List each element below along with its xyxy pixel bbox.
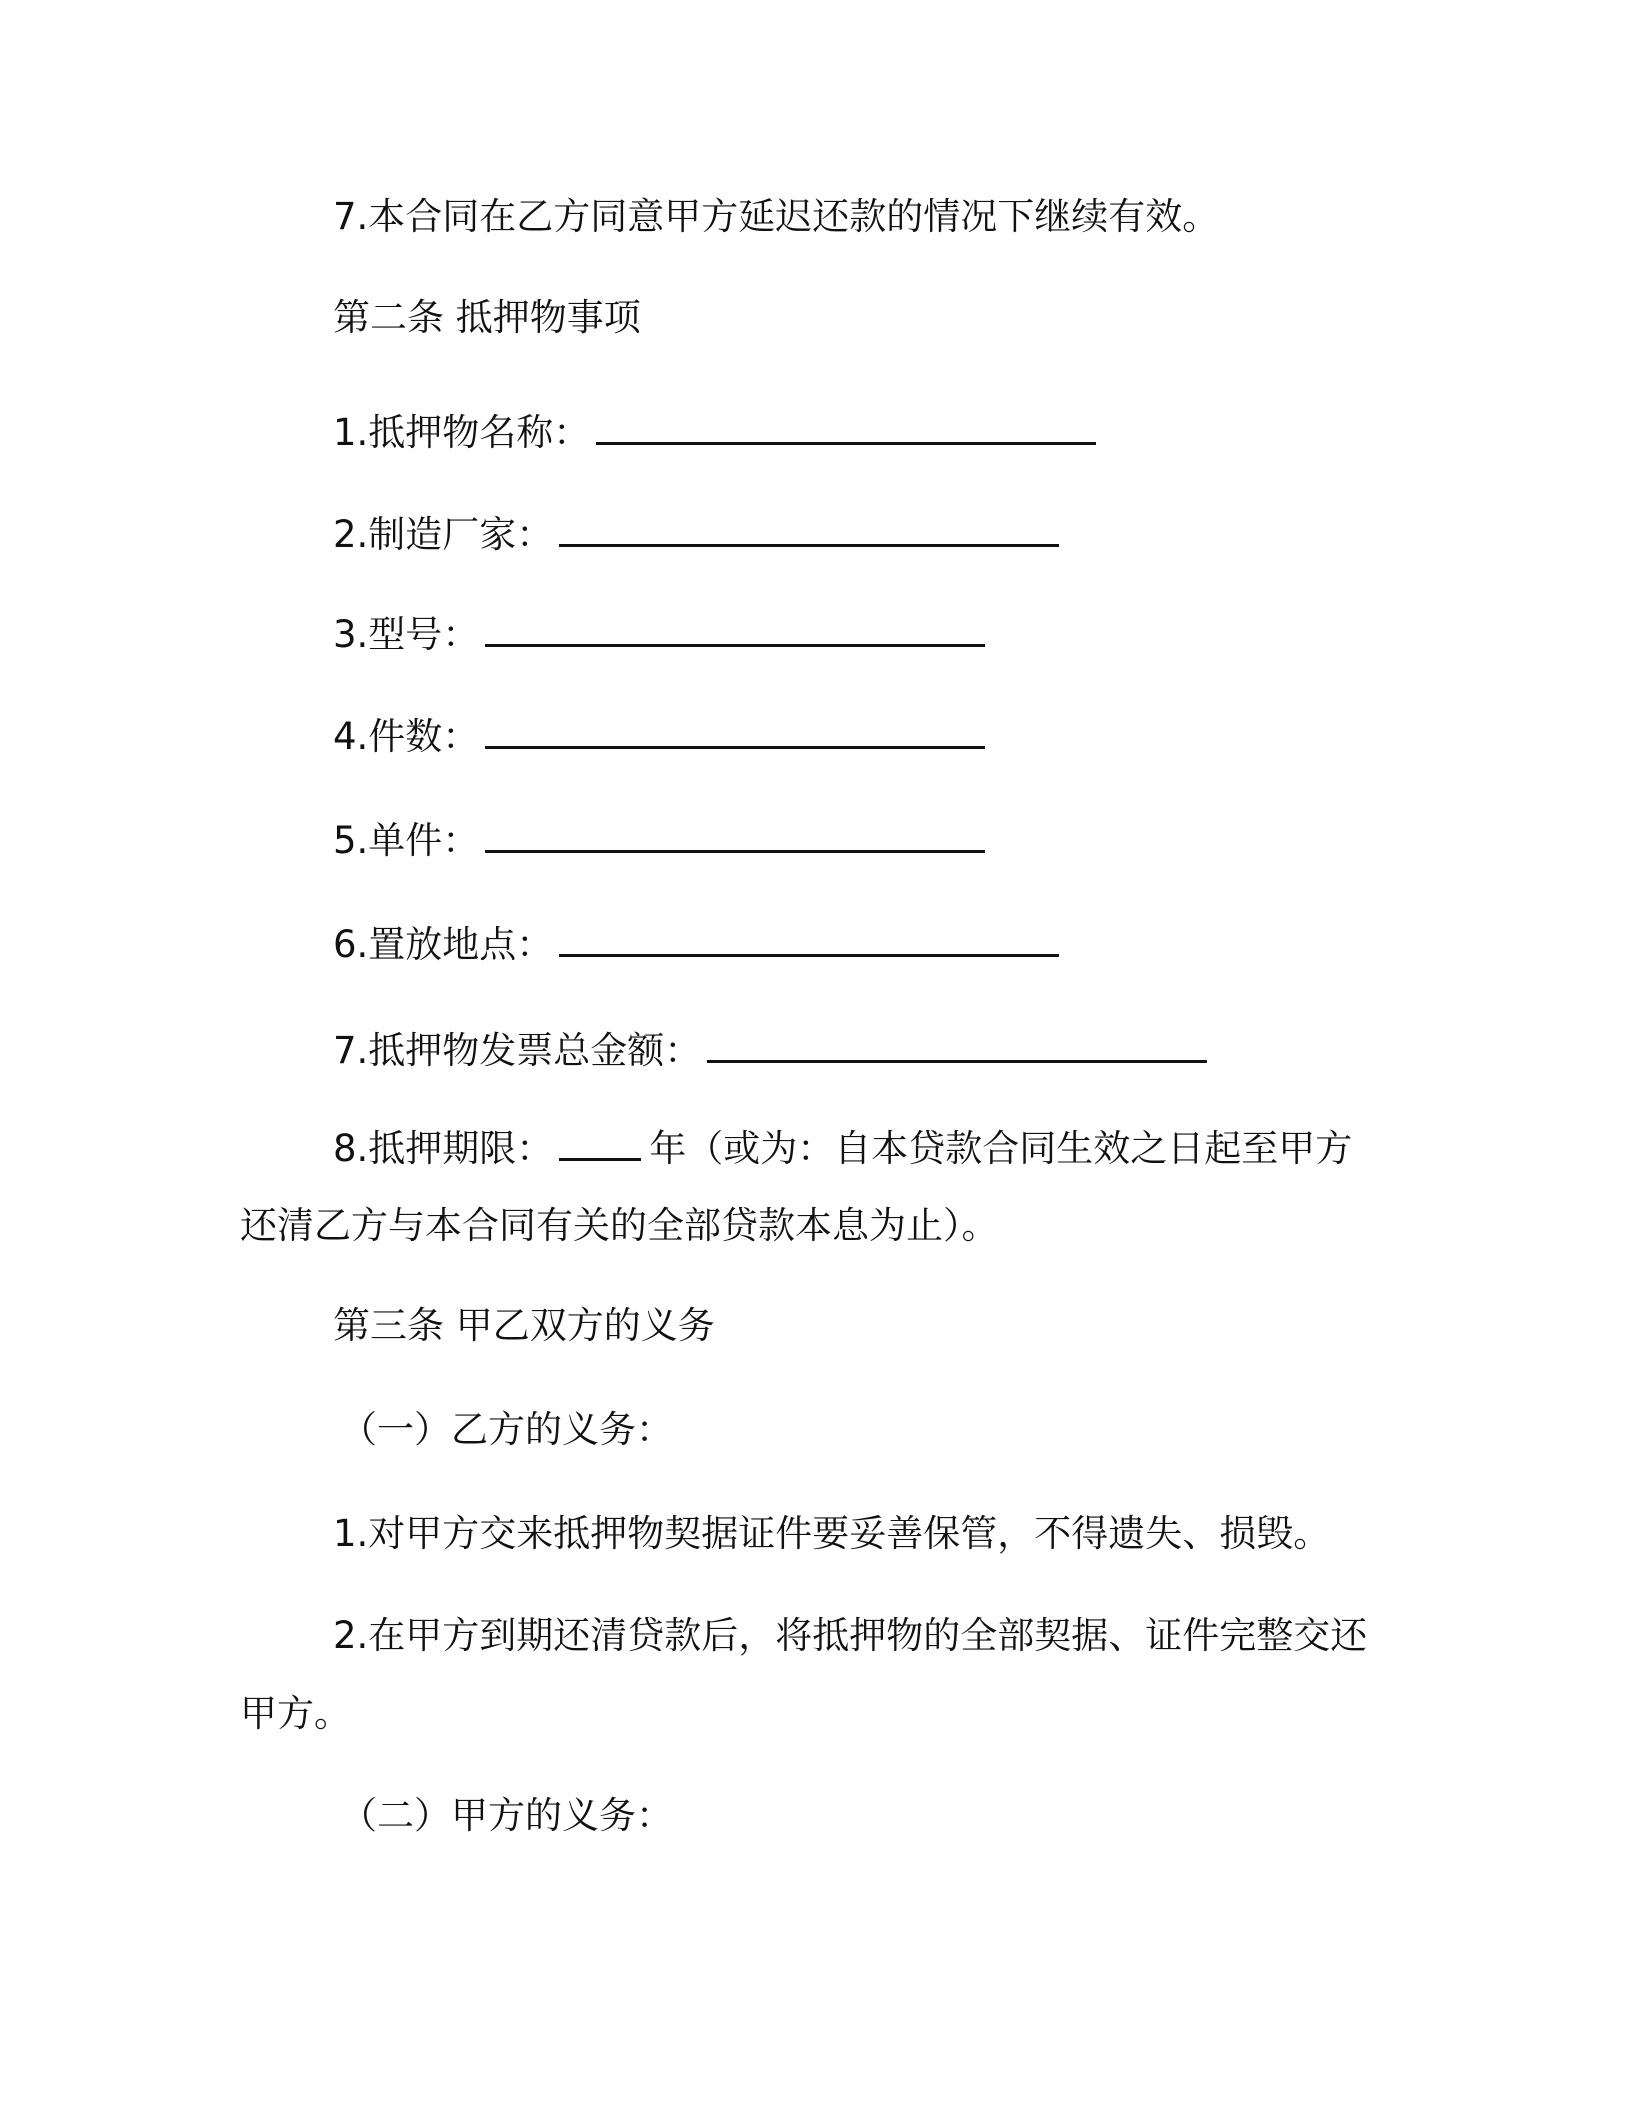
party-b-duty-2-line1: 2.在甲方到期还清贷款后，将抵押物的全部契据、证件完整交还: [333, 1614, 1368, 1657]
fill-in-blank: [485, 710, 985, 749]
fill-in-blank: [596, 406, 1096, 445]
collateral-name-field: [333, 406, 1096, 457]
article2-heading: 第二条 抵押物事项: [333, 296, 641, 339]
quantity-field: [333, 710, 985, 761]
party-b-obligations-heading: （一）乙方的义务：: [340, 1408, 673, 1451]
model-field: [333, 608, 985, 659]
location-field: [333, 918, 1059, 969]
field-label: 8.抵押期限：: [333, 1127, 554, 1170]
field-label: 6.置放地点：: [333, 923, 554, 966]
fill-in-blank: [485, 608, 985, 647]
unit-field: [333, 814, 985, 865]
field-label: 5.单件：: [333, 819, 480, 862]
fill-in-blank: [559, 508, 1059, 547]
article3-heading: 第三条 甲乙双方的义务: [333, 1304, 715, 1347]
party-b-duty-2-line2: 甲方。: [240, 1692, 351, 1735]
fill-in-blank: [707, 1024, 1207, 1063]
field-label: 2.制造厂家：: [333, 513, 554, 556]
field-label: 4.件数：: [333, 715, 480, 758]
mortgage-term-field: [333, 1122, 1352, 1173]
field-label: 7.抵押物发票总金额：: [333, 1029, 702, 1072]
term-text: 年（或为：自本贷款合同生效之日起至甲方: [649, 1127, 1353, 1170]
fill-in-blank: [559, 1122, 641, 1161]
fill-in-blank: [485, 814, 985, 853]
item7-validity-clause: 7.本合同在乙方同意甲方延迟还款的情况下继续有效。: [333, 195, 1220, 238]
mortgage-term-continuation: 还清乙方与本合同有关的全部贷款本息为止）。: [240, 1204, 999, 1247]
invoice-total-field: [333, 1024, 1207, 1075]
manufacturer-field: [333, 508, 1059, 559]
party-b-duty-1: 1.对甲方交来抵押物契据证件要妥善保管，不得遗失、损毁。: [333, 1512, 1331, 1555]
field-label: 1.抵押物名称：: [333, 411, 591, 454]
fill-in-blank: [559, 918, 1059, 957]
field-label: 3.型号：: [333, 613, 480, 656]
party-a-obligations-heading: （二）甲方的义务：: [340, 1794, 673, 1837]
